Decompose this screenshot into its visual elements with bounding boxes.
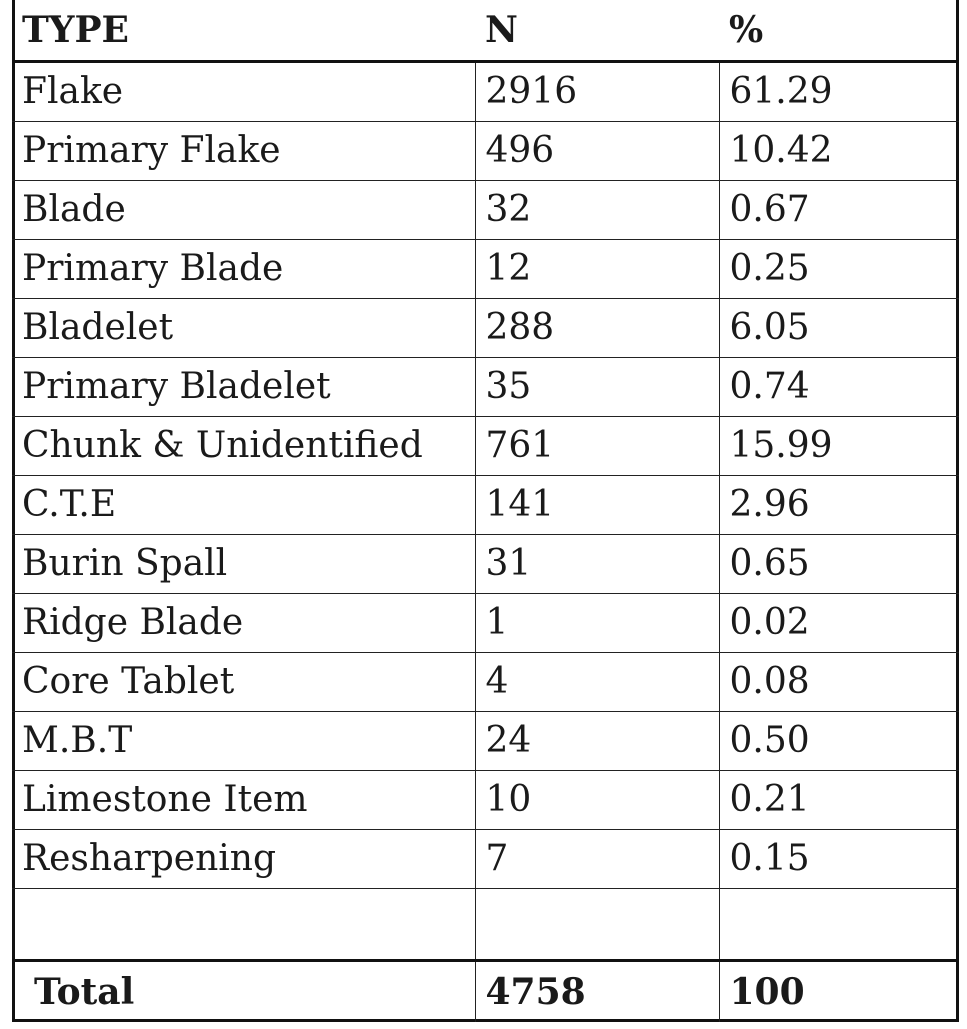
column-header-percent: %	[719, 0, 959, 62]
table-row	[12, 299, 959, 358]
table-row	[12, 535, 959, 594]
cell-percent: 0.74	[719, 358, 959, 417]
header-row	[12, 0, 959, 62]
cell-type: Blade	[12, 181, 475, 240]
empty-cell	[719, 889, 959, 961]
table-row	[12, 240, 959, 299]
cell-percent: 0.15	[719, 830, 959, 889]
cell-type: Burin Spall	[12, 535, 475, 594]
cell-percent: 0.21	[719, 771, 959, 830]
cell-percent: 61.29	[719, 62, 959, 122]
cell-n: 12	[475, 240, 719, 299]
cell-type: Primary Flake	[12, 122, 475, 181]
table-row	[12, 712, 959, 771]
total-row	[12, 961, 959, 1023]
cell-n: 35	[475, 358, 719, 417]
cell-type: Core Tablet	[12, 653, 475, 712]
cell-type: Limestone Item	[12, 771, 475, 830]
empty-cell	[475, 889, 719, 961]
table-row	[12, 476, 959, 535]
table-row	[12, 417, 959, 476]
cell-n: 10	[475, 771, 719, 830]
cell-percent: 0.02	[719, 594, 959, 653]
cell-n: 4	[475, 653, 719, 712]
cell-type: Bladelet	[12, 299, 475, 358]
data-table	[12, 0, 959, 1022]
table-row	[12, 771, 959, 830]
cell-n: 32	[475, 181, 719, 240]
cell-n: 1	[475, 594, 719, 653]
total-n: 4758	[475, 961, 719, 1023]
cell-percent: 0.65	[719, 535, 959, 594]
table-row	[12, 181, 959, 240]
cell-percent: 2.96	[719, 476, 959, 535]
cell-n: 24	[475, 712, 719, 771]
cell-n: 141	[475, 476, 719, 535]
cell-type: Resharpening	[12, 830, 475, 889]
empty-cell	[12, 889, 475, 961]
blank-row	[12, 889, 959, 961]
cell-percent: 0.67	[719, 181, 959, 240]
cell-n: 7	[475, 830, 719, 889]
cell-n: 496	[475, 122, 719, 181]
cell-type: Chunk & Unidentified	[12, 417, 475, 476]
cell-percent: 10.42	[719, 122, 959, 181]
cell-type: Primary Bladelet	[12, 358, 475, 417]
cell-type: C.T.E	[12, 476, 475, 535]
cell-n: 288	[475, 299, 719, 358]
cell-type: M.B.T	[12, 712, 475, 771]
cell-percent: 6.05	[719, 299, 959, 358]
table-row	[12, 358, 959, 417]
total-percent: 100	[719, 961, 959, 1023]
cell-percent: 15.99	[719, 417, 959, 476]
cell-percent: 0.08	[719, 653, 959, 712]
column-header-n: N	[475, 0, 719, 62]
cell-n: 2916	[475, 62, 719, 122]
table-row	[12, 830, 959, 889]
cell-n: 31	[475, 535, 719, 594]
cell-n: 761	[475, 417, 719, 476]
table-row	[12, 62, 959, 122]
table-row	[12, 594, 959, 653]
total-label: Total	[12, 961, 475, 1023]
cell-type: Primary Blade	[12, 240, 475, 299]
column-header-type: TYPE	[12, 0, 475, 62]
cell-percent: 0.50	[719, 712, 959, 771]
table-row	[12, 653, 959, 712]
cell-percent: 0.25	[719, 240, 959, 299]
cell-type: Flake	[22, 71, 124, 112]
cell-type: Ridge Blade	[12, 594, 475, 653]
table-row	[12, 122, 959, 181]
